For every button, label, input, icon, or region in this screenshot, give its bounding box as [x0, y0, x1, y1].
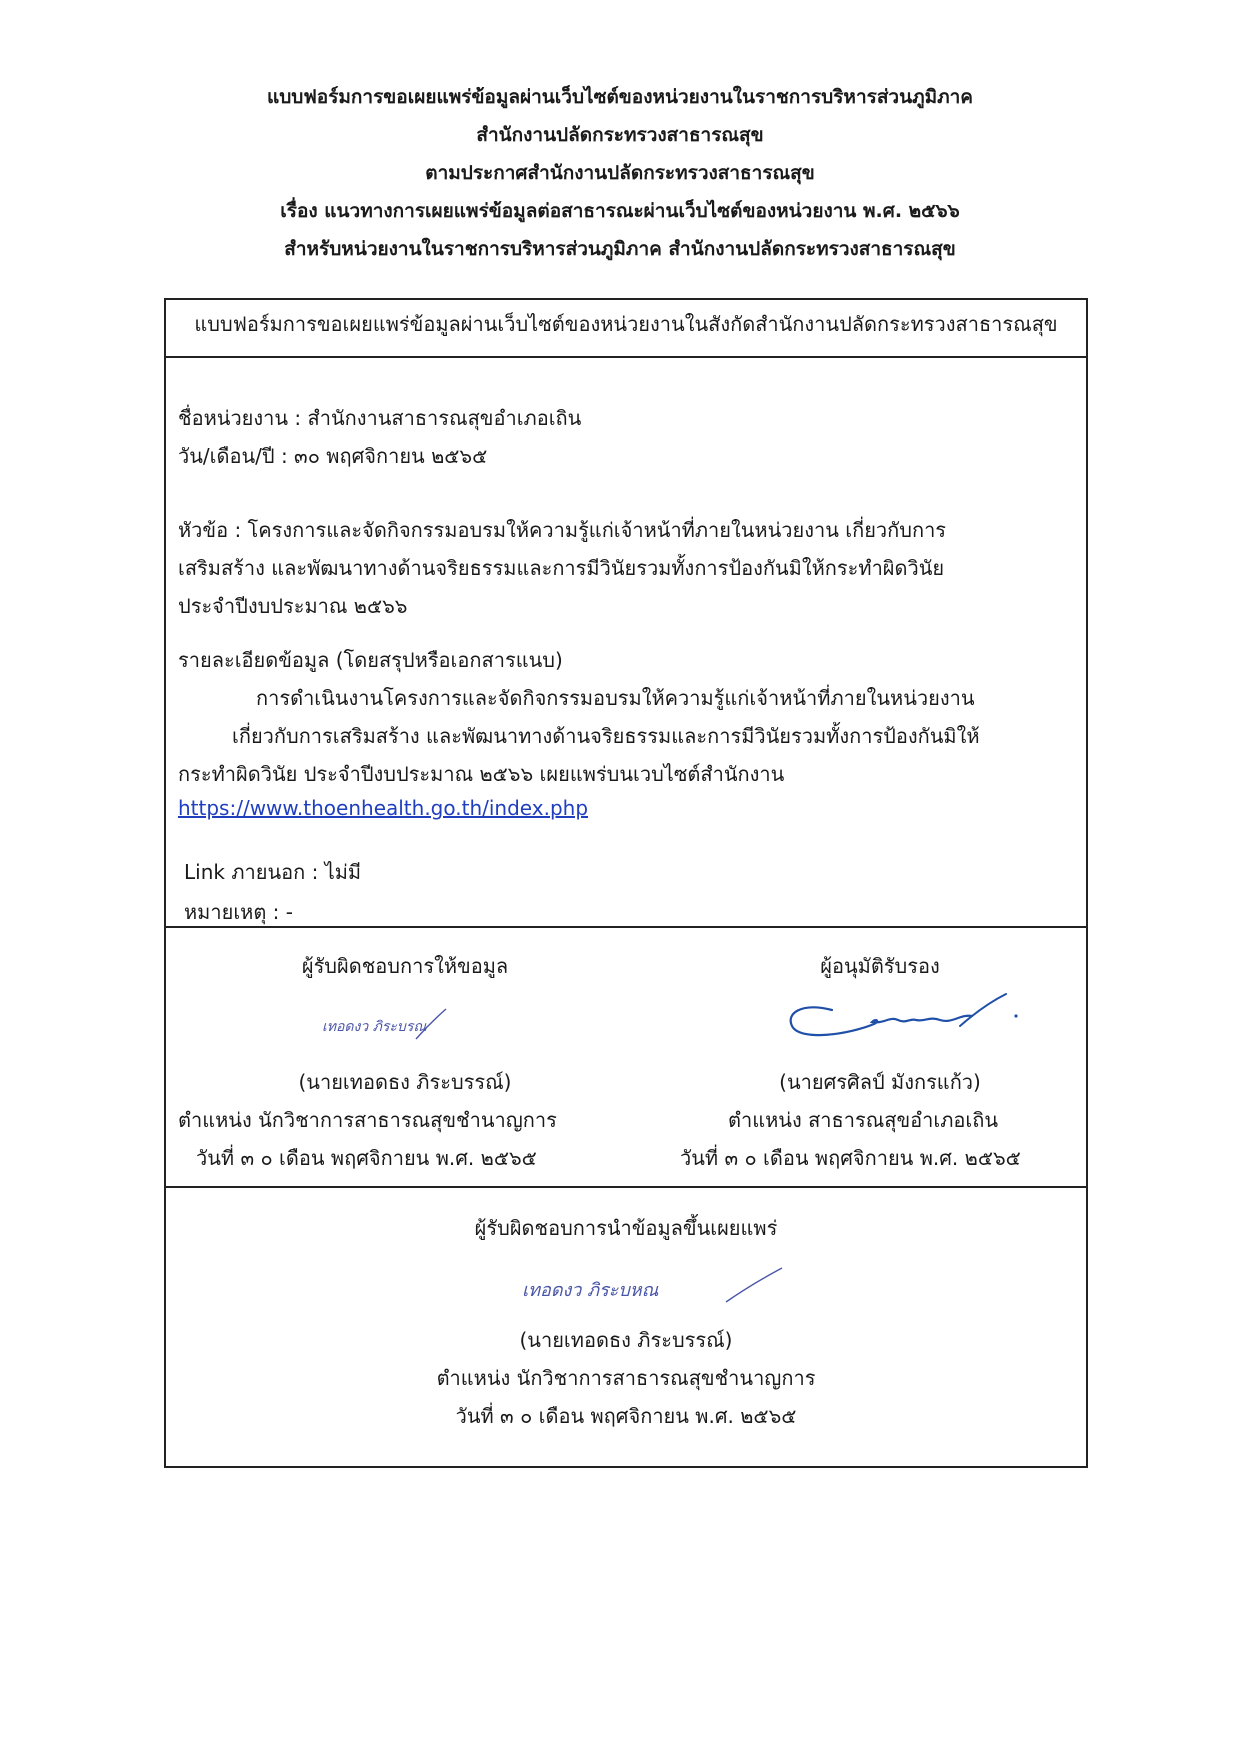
provider-signature-text: เทอดงว ภิระบรณ [322, 1019, 427, 1035]
approver-role: ผู้อนุมัติรับรอง [820, 954, 940, 978]
request-date: วัน/เดือน/ปี : ๓๐ พฤศจิกายน ๒๕๖๕ [178, 444, 488, 468]
provider-signature [320, 1005, 460, 1045]
header-line-1: แบบฟอร์มการขอเผยแพร่ข้อมูลผ่านเว็บไซต์ของหน่วยงานในราชการบริหารส่วนภูมิภาค [266, 86, 974, 108]
provider-name: (นายเทอดธง ภิระบรรณ์) [298, 1070, 512, 1094]
publisher-signature [520, 1262, 790, 1310]
form-divider-details [164, 926, 1088, 928]
agency-name: ชื่อหน่วยงาน : สำนักงานสาธารณสุขอำเภอเถิน [178, 406, 582, 430]
approver-signature [780, 990, 1030, 1050]
publisher-date: วันที่ ๓ ๐ เดือน พฤศจิกายน พ.ศ. ๒๕๖๕ [455, 1404, 797, 1428]
publisher-signature-flourish [726, 1268, 782, 1302]
provider-position: ตำแหน่ง นักวิชาการสาธารณสุขชำนาญการ [178, 1108, 557, 1132]
form-title: แบบฟอร์มการขอเผยแพร่ข้อมูลผ่านเว็บไซต์ของหน่วยงานในสังกัดสำนักงานปลัดกระทรวงสาธารณสุข [194, 312, 1058, 336]
approver-date: วันที่ ๓ ๐ เดือน พฤศจิกายน พ.ศ. ๒๕๖๕ [680, 1146, 1021, 1170]
details-label: รายละเอียดข้อมูล (โดยสรุปหรือเอกสารแนบ) [178, 648, 563, 672]
details-line-2: เกี่ยวกับการเสริมสร้าง และพัฒนาทางด้านจริยธรรมและการมีวินัยรวมทั้งการป้องกันมิให้ [232, 724, 980, 748]
details-url-link[interactable]: https://www.thoenhealth.go.th/index.php [178, 796, 589, 820]
publisher-name: (นายเทอดธง ภิระบรรณ์) [519, 1328, 733, 1352]
form-divider-signatures [164, 1186, 1088, 1188]
publisher-position: ตำแหน่ง นักวิชาการสาธารณสุขชำนาญการ [436, 1366, 816, 1390]
topic-line-3: ประจำปีงบประมาณ ๒๕๖๖ [178, 594, 408, 618]
topic-line-2: เสริมสร้าง และพัฒนาทางด้านจริยธรรมและการมีวินัยรวมทั้งการป้องกันมิให้กระทำผิดวินัย [178, 556, 945, 580]
provider-role: ผู้รับผิดชอบการให้ขอมูล [301, 954, 509, 978]
provider-date: วันที่ ๓ ๐ เดือน พฤศจิกายน พ.ศ. ๒๕๖๕ [196, 1146, 537, 1170]
external-link-field: Link ภายนอก : ไม่มี [184, 860, 362, 884]
form-divider-title [164, 356, 1088, 358]
approver-name: (นายศรศิลป์ มังกรแก้ว) [779, 1070, 981, 1094]
remark-field: หมายเหตุ : - [184, 900, 293, 924]
details-line-1: การดำเนินงานโครงการและจัดกิจกรรมอบรมให้ความรู้แก่เจ้าหน้าที่ภายในหน่วยงาน [256, 686, 975, 710]
publisher-role: ผู้รับผิดชอบการนำข้อมูลขึ้นเผยแพร่ [474, 1216, 778, 1240]
approver-position: ตำแหน่ง สาธารณสุขอำเภอเถิน [728, 1108, 999, 1132]
header-line-3: ตามประกาศสำนักงานปลัดกระทรวงสาธารณสุข [425, 162, 815, 184]
details-line-3: กระทำผิดวินัย ประจำปีงบประมาณ ๒๕๖๖ เผยแพร่บนเวบไซต์สำนักงาน [178, 762, 785, 786]
approver-signature-dot [1014, 1014, 1017, 1017]
approver-signature-flourish [960, 994, 1006, 1026]
header-line-5: สำหรับหน่วยงานในราชการบริหารส่วนภูมิภาค สำนักงานปลัดกระทรวงสาธารณสุข [284, 238, 956, 260]
topic-line-1: หัวข้อ : โครงการและจัดกิจกรรมอบรมให้ความรู้แก่เจ้าหน้าที่ภายในหน่วยงาน เกี่ยวกับการ [178, 518, 947, 542]
header-line-4: เรื่อง แนวทางการเผยแพร่ข้อมูลต่อสาธารณะผ่านเว็บไซต์ของหน่วยงาน พ.ศ. ๒๕๖๖ [280, 200, 960, 222]
approver-signature-stroke [791, 1007, 972, 1035]
header-line-2: สำนักงานปลัดกระทรวงสาธารณสุข [476, 124, 764, 146]
publisher-signature-text: เทอดงว ภิระบหณ [522, 1280, 659, 1301]
